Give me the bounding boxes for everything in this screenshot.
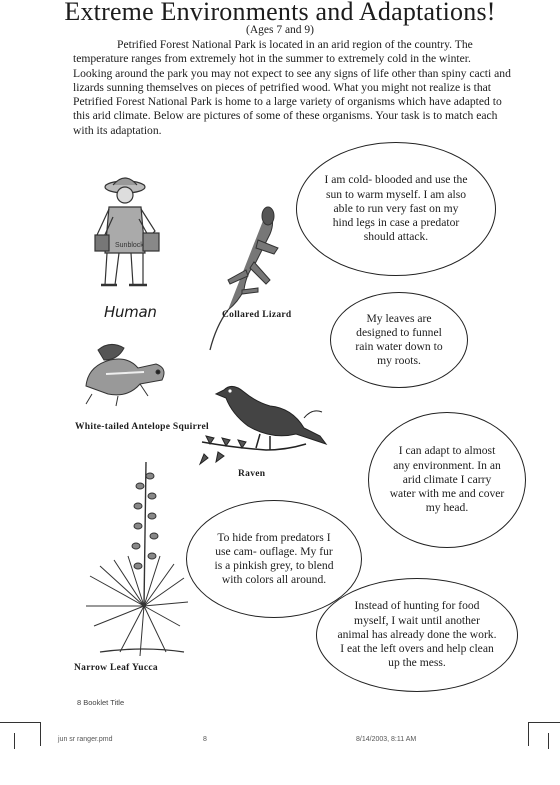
intro-paragraph: Petrified Forest National Park is located in an arid region of the country. The temperature ranges from extremely hot in the summer to extremely cold in the winter. Looking around the park you may not expect to see any signs of life other than spiny cacti and lizards sunning themselves on pieces of petrified wood. What you might not realize is that Petrified Forest National Park is home to a large variety of organisms which have adapted to this arid climate. Below are pictures of some of these organisms. Your task is to match each with its adaptation. bbox=[73, 38, 511, 137]
adaptation-text: I can adapt to almost any environment. In an arid climate I carry water with me and cover my head. bbox=[389, 444, 505, 515]
page-footer: 8 Booklet Title bbox=[77, 698, 125, 707]
crop-mark bbox=[40, 722, 41, 746]
raven-label: Raven bbox=[238, 469, 266, 479]
human-label: Human bbox=[104, 303, 157, 321]
adaptation-text: To hide from predators I use cam- ouflage. My fur is a pinkish grey, to blend with colors all around. bbox=[214, 530, 334, 587]
svg-text:Sunblock: Sunblock bbox=[115, 242, 144, 249]
adaptation-text: I am cold- blooded and use the sun to warm myself. I am also able to run very fast on my hind legs in case a predator should attack. bbox=[324, 173, 468, 244]
crop-mark bbox=[528, 722, 529, 746]
antelope-squirrel-label: White-tailed Antelope Squirrel bbox=[75, 422, 209, 432]
print-timestamp: 8/14/2003, 8:11 AM bbox=[356, 736, 417, 743]
collared-lizard-illustration bbox=[198, 200, 288, 355]
crop-mark bbox=[528, 722, 560, 723]
age-range: (Ages 7 and 9) bbox=[245, 24, 315, 36]
collared-lizard-label: Collared Lizard bbox=[222, 310, 292, 320]
adaptation-text: Instead of hunting for food myself, I wait until another animal has already done the work. I eat the left overs and help clean up the mess. bbox=[337, 599, 497, 670]
print-file-name: jun sr ranger.pmd bbox=[58, 736, 113, 743]
narrow-leaf-yucca-label: Narrow Leaf Yucca bbox=[74, 663, 158, 673]
crop-mark bbox=[548, 733, 549, 749]
adaptation-text: My leaves are designed to funnel rain water down to my roots. bbox=[355, 311, 443, 368]
adaptation-bubble-cold-blooded bbox=[296, 142, 496, 276]
narrow-leaf-yucca-illustration bbox=[80, 456, 190, 664]
human-illustration bbox=[85, 173, 185, 303]
adaptation-bubble-adapt bbox=[368, 412, 526, 548]
adaptation-bubble-scavenger bbox=[316, 578, 518, 692]
print-page-number: 8 bbox=[203, 736, 207, 743]
crop-mark bbox=[0, 722, 40, 723]
crop-mark bbox=[14, 733, 15, 749]
page-title: Extreme Environments and Adaptations! bbox=[64, 0, 496, 26]
antelope-squirrel-illustration bbox=[78, 338, 173, 408]
adaptation-bubble-leaves bbox=[330, 292, 468, 388]
raven-illustration bbox=[196, 378, 331, 468]
